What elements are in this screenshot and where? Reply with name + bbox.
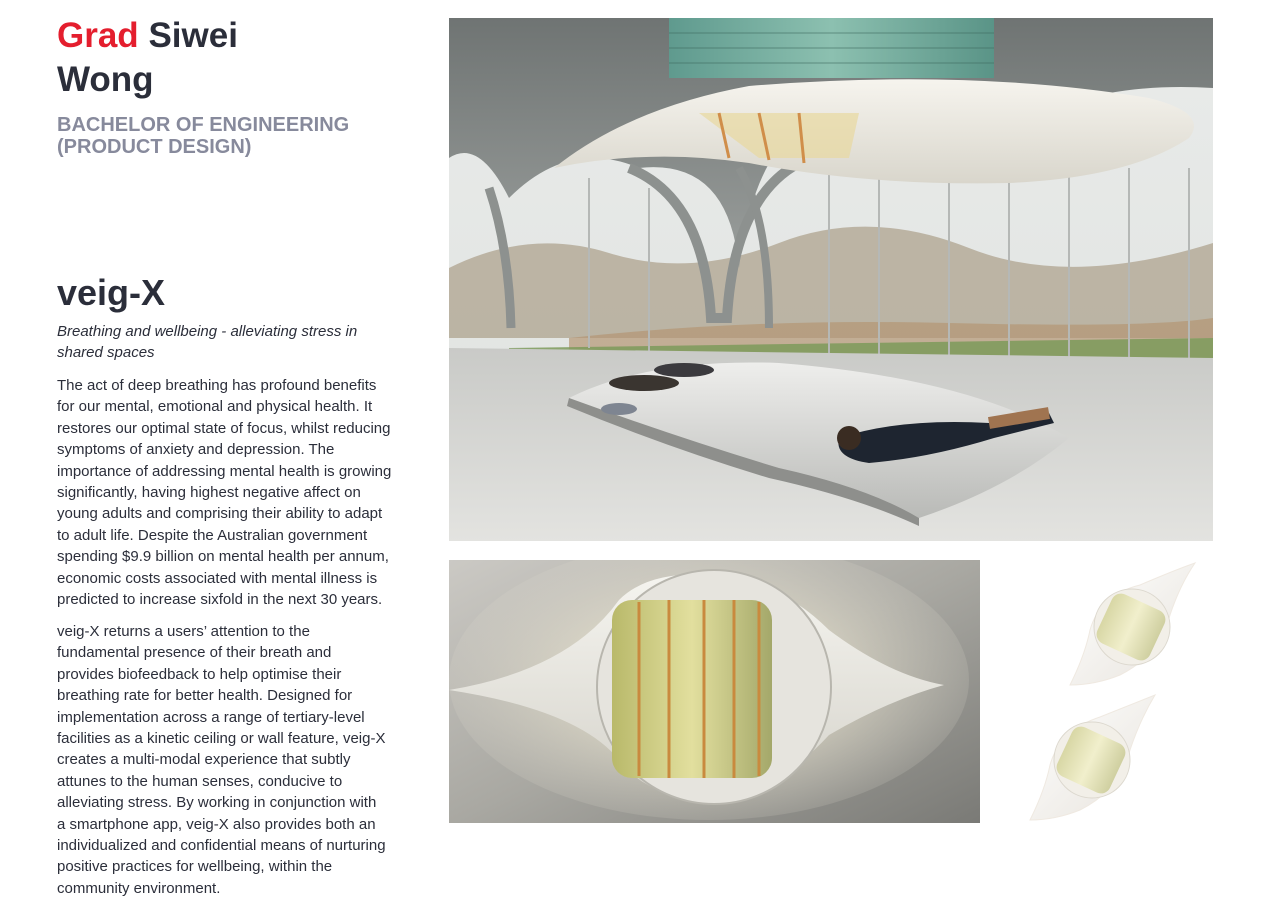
project-title: veig-X (57, 272, 166, 313)
project-description-paragraph: veig-X returns a users’ attention to the fundamental presence of their breath and provides biofeedback to help optimise their breathing rate for better health. Designed for implementation across a range of tertiary-level facilities as a kinetic ceiling or wall feature, veig-X creates a multi-modal experience that subtly attunes to the human senses, conducive to alleviating stress. By working in conjunction with a smartphone app, veig-X also provides both an individualized and confidential means of nurturing positive practices for wellbeing, within the community environment. (57, 623, 386, 897)
project-tagline: Breathing and wellbeing - alleviating stress in shared spaces (57, 323, 358, 362)
grad-label: Grad (57, 16, 139, 55)
project-description-paragraph: The act of deep breathing has profound benefits for our mental, emotional and physical health. It restores our optimal state of focus, whilst reducing symptoms of anxiety and depression. The importance of addressing mental health is growing significantly, having highest negative affect on young adults and comprising their ability to adapt to adult life. Despite the Australian government spending $9.9 billion on mental health per annum, economic costs associated with mental illness is predicted to increase sixfold in the next 30 years. (57, 377, 392, 609)
student-name (57, 14, 397, 102)
hero-interior-photo (449, 18, 1213, 541)
fixture-pair-render (990, 555, 1220, 830)
student-header (57, 14, 397, 158)
student-first-name: Siwei (148, 16, 238, 55)
fixture-detail-render (449, 560, 980, 823)
degree-title: BACHELOR OF ENGINEERING (PRODUCT DESIGN) (57, 114, 350, 158)
student-last-name: Wong (57, 60, 154, 99)
